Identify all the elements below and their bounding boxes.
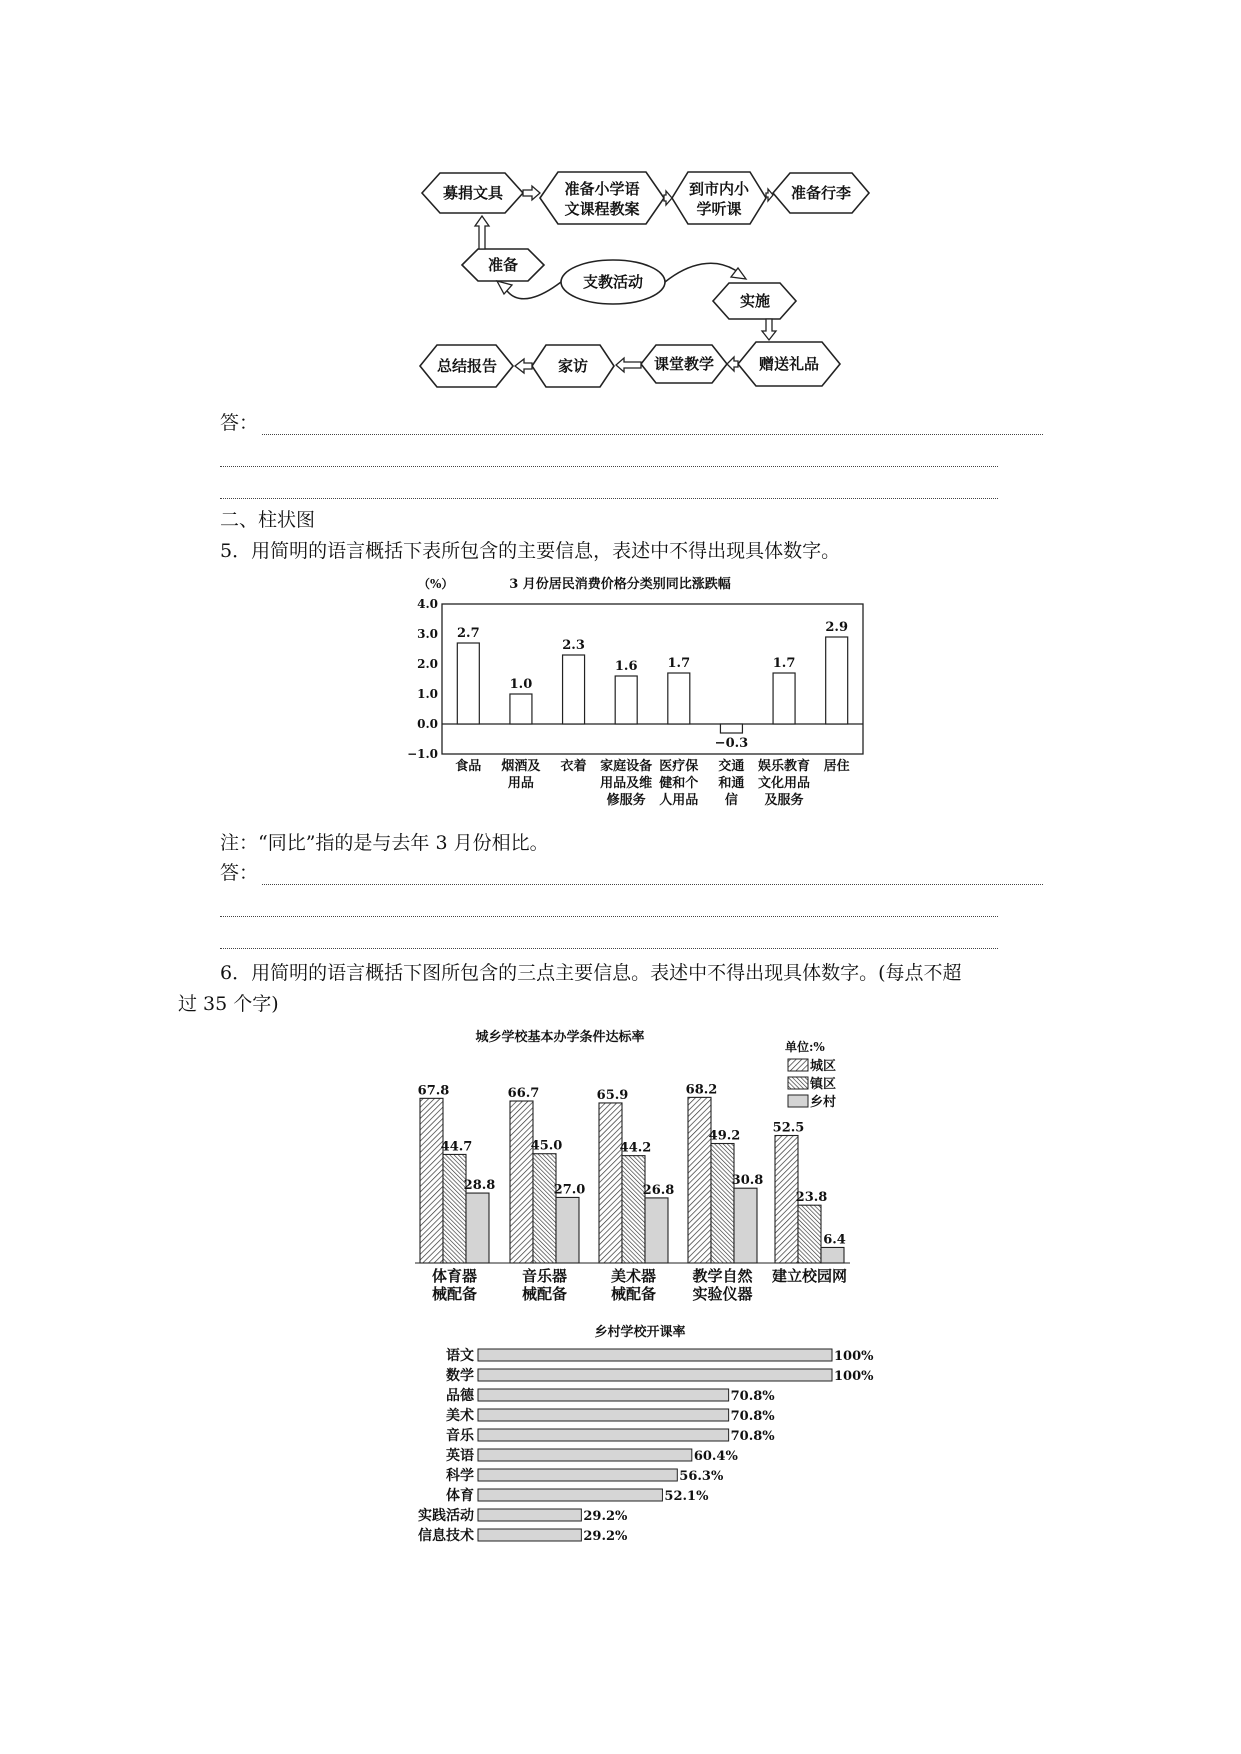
chart1-bar [563,655,585,724]
chart3-value-label: 29.2% [583,1509,628,1524]
chart3-value-label: 56.3% [679,1469,724,1484]
chart2-legend-swatch [788,1059,808,1071]
node-lesson-plan-line2: 文课程教案 [564,200,640,218]
chart1-ytick: 0.0 [417,717,438,731]
answer-line-q5-1[interactable] [262,884,1043,885]
chart3-value-label: 70.8% [730,1429,775,1444]
answer-line-q4-1[interactable] [262,434,1043,435]
chart2-value-label: 30.8 [731,1173,764,1189]
section-heading: 二、柱状图 [220,509,316,531]
chart2-value-label: 49.2 [708,1128,741,1144]
chart1-value-label: 1.0 [509,677,533,692]
curve-center-to-implement [665,263,742,282]
chart2-legend-label: 镇区 [810,1077,837,1092]
node-center: 支教活动 [582,273,644,291]
chart1-category-label: 和通 [718,776,745,791]
chart1-bar [773,673,795,724]
chart1-value-label: 2.3 [562,638,585,653]
chart1-category-label: 及服务 [764,793,804,808]
chart2-bar [821,1247,844,1263]
chart2-category-label: 械配备 [521,1285,568,1303]
chart1-category-label: 食品 [455,759,482,774]
school-conditions-chart [400,1025,880,1315]
chart1-category-label: 娱乐教育 [758,759,811,774]
rural-course-rate-chart [400,1320,880,1560]
arrow-donate-to-lesson [523,186,540,200]
chart2-bar [775,1136,798,1264]
answer-line-q5-3[interactable] [220,948,998,949]
chart3-bar [478,1369,832,1381]
chart1-value-label: 2.9 [825,620,848,635]
chart3-bar [478,1489,662,1501]
chart2-value-label: 68.2 [685,1082,718,1098]
arrow-observe-to-luggage [766,189,773,201]
node-luggage: 准备行李 [790,184,852,202]
arrow-visit-to-report [515,359,532,373]
chart2-bar [798,1205,821,1263]
chart1-bar [826,637,848,724]
q6-text-line2: 过 35 个字) [178,993,279,1015]
chart3-bar [478,1529,581,1541]
chart2-bar [466,1193,489,1263]
chart2-bar [734,1188,757,1263]
chart1-ytick: 1.0 [417,687,438,701]
chart2-bar [688,1097,711,1263]
chart1-bar [668,673,690,724]
chart1-category-label: 修服务 [606,793,646,808]
answer-label-q5: 答： [220,862,259,884]
chart3-bar [478,1449,692,1461]
chart2-value-label: 66.7 [507,1086,540,1102]
chart1-category-label: 医疗保 [659,759,699,774]
chart3-category-label: 体育 [446,1488,474,1504]
chart2-value-label: 23.8 [795,1190,828,1206]
arrow-prepare-to-donate [475,216,489,249]
chart3-bar [478,1469,677,1481]
q5-text: 5．用简明的语言概括下表所包含的主要信息，表述中不得出现具体数字。 [220,540,841,562]
chart2-legend-label: 城区 [810,1059,837,1074]
chart1-ytick: 3.0 [417,627,438,641]
chart2-value-label: 65.9 [596,1087,629,1103]
node-prepare: 准备 [487,256,519,274]
chart1-category-label: 衣着 [560,759,587,774]
chart1-ytick: −1.0 [407,747,438,761]
chart2-bar [645,1198,668,1263]
chart2-bar [420,1098,443,1263]
chart2-category-label: 美术器 [610,1267,657,1285]
chart3-category-label: 音乐 [446,1428,474,1444]
node-gifts: 赠送礼品 [758,355,820,373]
chart3-category-label: 数学 [446,1368,474,1384]
chart2-title: 城乡学校基本办学条件达标率 [475,1030,645,1045]
arrow-lesson-to-observe [664,191,672,205]
chart2-category-label: 械配备 [431,1285,478,1303]
chart2-bar [599,1103,622,1263]
chart3-value-label: 100% [834,1369,874,1384]
chart2-value-label: 44.2 [619,1140,652,1156]
node-visit: 家访 [557,357,589,375]
chart1-ytick: 4.0 [417,597,438,611]
chart3-bar [478,1349,832,1361]
answer-line-q5-2[interactable] [220,916,998,917]
node-donate: 募捐文具 [442,184,504,202]
chart2-value-label: 45.0 [530,1138,563,1154]
chart2-bar [510,1101,533,1263]
q6-text-line1: 6．用简明的语言概括下图所包含的三点主要信息。表述中不得出现具体数字。(每点不超 [220,962,962,984]
chart3-value-label: 29.2% [583,1529,628,1544]
chart2-legend-label: 乡村 [810,1095,837,1110]
node-observe-line1: 到市内小 [688,180,750,198]
node-report: 总结报告 [436,357,498,375]
chart1-value-label: 1.6 [614,659,638,674]
chart2-bar [556,1197,579,1263]
cpi-bar-chart [400,570,880,820]
chart3-bar [478,1429,729,1441]
chart2-category-label: 实验仪器 [692,1285,753,1303]
chart1-value-label: 1.7 [772,656,796,671]
chart1-category-label: 信 [724,793,738,808]
chart1-ylabel: （%） [418,577,454,591]
chart3-category-label: 信息技术 [418,1528,474,1544]
chart2-value-label: 26.8 [642,1182,675,1198]
chart2-value-label: 44.7 [440,1139,473,1155]
chart3-value-label: 70.8% [730,1389,775,1404]
chart3-category-label: 科学 [446,1468,474,1484]
chart1-bar [457,643,479,724]
chart2-category-label: 音乐器 [521,1267,568,1285]
chart2-category-label: 体育器 [431,1267,478,1285]
chart1-value-label: 1.7 [667,656,691,671]
activity-flowchart [0,0,1241,400]
chart3-category-label: 实践活动 [418,1508,474,1524]
chart1-category-label: 文化用品 [758,776,811,791]
chart3-value-label: 100% [834,1349,874,1364]
chart3-value-label: 52.1% [664,1489,709,1504]
chart1-value-label: −0.3 [714,736,749,751]
answer-line-q4-2[interactable] [220,466,998,467]
chart1-category-label: 家庭设备 [600,759,653,774]
chart3-category-label: 品德 [446,1388,474,1404]
chart1-category-label: 健和个 [659,776,699,791]
node-implement: 实施 [739,292,771,310]
chart3-category-label: 美术 [446,1408,474,1424]
chart3-bar [478,1389,729,1401]
chart1-ytick: 2.0 [417,657,438,671]
chart1-category-label: 交通 [718,759,745,774]
node-teaching: 课堂教学 [653,355,715,373]
chart1-bar [720,724,742,733]
chart2-legend-swatch [788,1095,808,1107]
chart3-bar [478,1509,581,1521]
node-lesson-plan-line1: 准备小学语 [564,180,640,198]
chart2-value-label: 27.0 [553,1182,586,1198]
chart1-bar [615,676,637,724]
answer-label-q4: 答： [220,412,259,434]
chart2-value-label: 28.8 [463,1178,496,1194]
chart2-bar [711,1144,734,1263]
chart2-category-label: 械配备 [610,1285,657,1303]
q5-note: 注：“同比”指的是与去年 3 月份相比。 [220,832,549,854]
chart2-value-label: 52.5 [772,1120,805,1136]
chart2-unit: 单位:% [785,1040,825,1054]
chart3-value-label: 70.8% [730,1409,775,1424]
chart3-value-label: 60.4% [693,1449,738,1464]
chart2-bar [533,1154,556,1263]
answer-line-q4-3[interactable] [220,498,998,499]
chart1-frame [442,604,863,754]
chart2-value-label: 6.4 [823,1232,846,1248]
arrow-teaching-to-visit [616,358,641,372]
chart3-category-label: 英语 [446,1448,474,1464]
chart1-category-label: 用品 [507,776,534,791]
chart2-category-label: 建立校园网 [771,1267,848,1285]
chart2-category-label: 教学自然 [692,1267,753,1285]
chart2-value-label: 67.8 [417,1083,450,1099]
chart1-category-label: 居住 [823,759,850,774]
chart1-bar [510,694,532,724]
chart2-bar [622,1156,645,1263]
chart1-category-label: 用品及维 [600,776,653,791]
node-observe-line2: 学听课 [696,200,742,218]
chart1-category-label: 烟酒及 [501,759,541,774]
chart3-category-label: 语文 [446,1348,474,1364]
arrow-implement-to-gifts [762,319,776,340]
chart1-value-label: 2.7 [457,626,480,641]
chart3-title: 乡村学校开课率 [594,1325,686,1340]
chart2-legend-swatch [788,1077,808,1089]
arrow-gifts-to-teaching [727,357,738,371]
chart2-bar [443,1154,466,1263]
chart3-bar [478,1409,729,1421]
chart1-category-label: 人用品 [659,793,699,808]
chart1-title: 3 月份居民消费价格分类别同比涨跌幅 [509,577,731,592]
